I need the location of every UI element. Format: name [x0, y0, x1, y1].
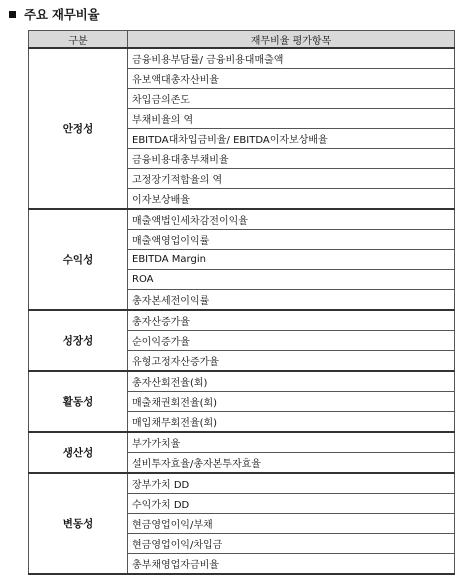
table-row — [29, 48, 455, 69]
ratio-item-cell: 매출채권회전율(회) — [128, 392, 455, 412]
ratio-item-cell: 설비투자효율/총자본투자효율 — [128, 453, 455, 474]
ratio-item-cell: 매출액영업이익률 — [128, 230, 455, 250]
ratio-item-cell: 유형고정자산증가율 — [128, 351, 455, 372]
category-cell: 수익성 — [29, 209, 128, 310]
table-row — [29, 209, 455, 230]
ratio-item-cell: 총자산증가율 — [128, 310, 455, 331]
ratio-item-cell: 이자보상배율 — [128, 189, 455, 210]
category-cell: 안정성 — [29, 48, 128, 209]
ratio-item-cell: 순이익증가율 — [128, 331, 455, 351]
table-row — [29, 371, 455, 392]
category-cell: 성장성 — [29, 310, 128, 371]
table-row — [29, 432, 455, 453]
ratio-item-cell: 매출액법인세차감전이익율 — [128, 209, 455, 230]
ratio-item-cell: 부채비율의 역 — [128, 109, 455, 129]
section-title-text: 주요 재무비율 — [24, 7, 100, 22]
category-cell: 활동성 — [29, 371, 128, 432]
ratio-item-cell: 차입금의존도 — [128, 89, 455, 109]
category-cell: 생산성 — [29, 432, 128, 473]
bullet-square-icon — [9, 11, 16, 18]
ratio-item-cell: 부가가치율 — [128, 432, 455, 453]
ratio-item-cell: 금융비용대총부채비율 — [128, 149, 455, 169]
ratio-item-cell: 매입채무회전율(회) — [128, 412, 455, 433]
ratio-item-cell: EBITDA Margin — [128, 250, 455, 270]
table-header-row — [29, 31, 455, 49]
ratio-item-cell: 금융비용부담률/ 금융비용대매출액 — [128, 48, 455, 69]
table-body — [29, 48, 455, 574]
table-row — [29, 310, 455, 331]
ratio-item-cell: 장부가치 DD — [128, 473, 455, 494]
ratio-item-cell: 총자본세전이익률 — [128, 290, 455, 311]
header-category: 구분 — [29, 31, 128, 49]
ratio-item-cell: 총부채영업자금비율 — [128, 554, 455, 575]
financial-ratio-table — [28, 30, 455, 575]
table-row — [29, 473, 455, 494]
category-cell: 변동성 — [29, 473, 128, 574]
ratio-item-cell: 현금영업이익/차입금 — [128, 534, 455, 554]
ratio-item-cell: 고정장기적합율의 역 — [128, 169, 455, 189]
ratio-item-cell: 유보액대총자산비율 — [128, 69, 455, 89]
ratio-item-cell: 수익가치 DD — [128, 494, 455, 514]
section-title — [9, 5, 99, 23]
ratio-item-cell: 총자산회전율(회) — [128, 371, 455, 392]
header-items: 재무비율 평가항목 — [128, 31, 455, 49]
ratio-item-cell: EBITDA대차입금비율/ EBITDA이자보상배율 — [128, 129, 455, 149]
ratio-item-cell: ROA — [128, 270, 455, 290]
ratio-item-cell: 현금영업이익/부채 — [128, 514, 455, 534]
